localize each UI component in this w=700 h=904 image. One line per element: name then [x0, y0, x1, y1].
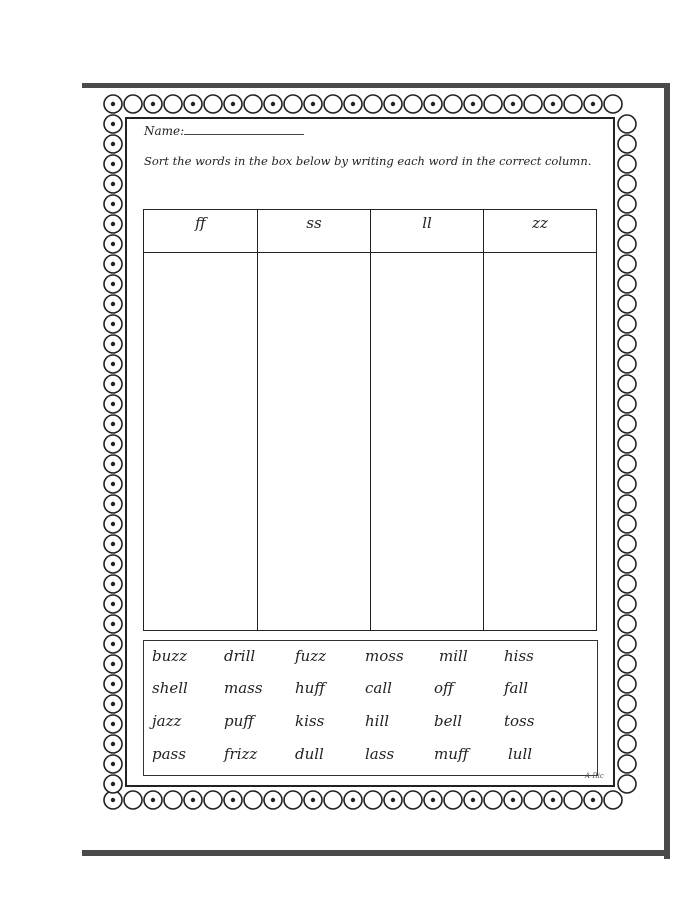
border-scallop	[618, 475, 636, 493]
border-dot	[111, 182, 115, 186]
border-scallop	[284, 791, 302, 809]
word-item: huff	[295, 679, 325, 697]
border-dot	[271, 798, 275, 802]
border-scallop	[618, 115, 636, 133]
border-dot	[111, 102, 115, 106]
border-dot	[111, 342, 115, 346]
word-item: kiss	[295, 712, 325, 730]
word-item: muff	[434, 745, 469, 763]
word-item: hill	[365, 712, 390, 730]
border-scallop	[618, 695, 636, 713]
border-scallop	[204, 791, 222, 809]
border-scallop	[618, 495, 636, 513]
border-scallop	[124, 95, 142, 113]
border-scallop	[364, 791, 382, 809]
border-dot	[111, 402, 115, 406]
name-underline	[184, 124, 304, 135]
border-scallop	[618, 735, 636, 753]
author-signature: A-Ric	[585, 772, 604, 780]
column-header-ll: ll	[371, 210, 484, 253]
border-dot	[151, 798, 155, 802]
border-dot	[111, 322, 115, 326]
border-scallop	[618, 535, 636, 553]
border-dot	[111, 162, 115, 166]
border-dot	[111, 302, 115, 306]
border-dot	[431, 798, 435, 802]
word-item: puff	[224, 712, 254, 730]
word-item: call	[365, 679, 392, 697]
border-dot	[311, 798, 315, 802]
border-dot	[111, 762, 115, 766]
border-scallop	[618, 415, 636, 433]
border-scallop	[324, 95, 342, 113]
border-scallop	[324, 791, 342, 809]
border-scallop	[564, 95, 582, 113]
border-scallop	[164, 95, 182, 113]
border-dot	[111, 742, 115, 746]
border-scallop	[618, 775, 636, 793]
border-dot	[591, 798, 595, 802]
border-scallop	[618, 175, 636, 193]
word-item: mill	[439, 647, 468, 665]
border-dot	[151, 102, 155, 106]
border-dot	[111, 562, 115, 566]
word-item: hiss	[504, 647, 534, 665]
border-scallop	[618, 715, 636, 733]
border-dot	[231, 798, 235, 802]
column-header-ss: ss	[258, 210, 371, 253]
border-dot	[511, 102, 515, 106]
border-scallop	[618, 635, 636, 653]
column-body-zz	[484, 253, 596, 630]
column-body-ss	[258, 253, 371, 630]
border-scallop	[618, 595, 636, 613]
border-dot	[111, 582, 115, 586]
border-scallop	[444, 95, 462, 113]
border-scallop	[604, 791, 622, 809]
column-body-ff	[144, 253, 258, 630]
border-scallop	[618, 215, 636, 233]
border-scallop	[618, 275, 636, 293]
border-scallop	[284, 95, 302, 113]
border-dot	[111, 282, 115, 286]
border-dot	[111, 522, 115, 526]
border-dot	[191, 798, 195, 802]
border-dot	[111, 622, 115, 626]
border-dot	[351, 798, 355, 802]
border-scallop	[564, 791, 582, 809]
word-item: dull	[295, 745, 324, 763]
border-scallop	[618, 135, 636, 153]
sort-table	[143, 209, 597, 631]
border-scallop	[444, 791, 462, 809]
border-dot	[551, 798, 555, 802]
border-scallop	[364, 95, 382, 113]
word-item: lull	[508, 745, 533, 763]
word-item: toss	[504, 712, 535, 730]
name-label: Name:	[144, 124, 185, 138]
name-field	[144, 124, 304, 138]
word-item: lass	[365, 745, 395, 763]
border-scallop	[618, 295, 636, 313]
border-scallop	[524, 95, 542, 113]
border-dot	[111, 642, 115, 646]
border-dot	[111, 222, 115, 226]
border-dot	[391, 798, 395, 802]
border-scallop	[618, 575, 636, 593]
word-item: mass	[224, 679, 263, 697]
border-scallop	[618, 335, 636, 353]
border-dot	[191, 102, 195, 106]
border-dot	[111, 202, 115, 206]
border-scallop	[404, 95, 422, 113]
border-scallop	[618, 515, 636, 533]
border-scallop	[618, 235, 636, 253]
border-dot	[111, 382, 115, 386]
border-scallop	[604, 95, 622, 113]
word-item: pass	[152, 745, 186, 763]
word-item: shell	[152, 679, 188, 697]
border-dot	[271, 102, 275, 106]
border-scallop	[618, 315, 636, 333]
border-dot	[111, 722, 115, 726]
border-scallop	[618, 675, 636, 693]
column-header-zz: zz	[484, 210, 596, 253]
border-scallop	[244, 95, 262, 113]
column-header-ff: ff	[144, 210, 258, 253]
border-dot	[111, 442, 115, 446]
border-scallop	[618, 155, 636, 173]
border-scallop	[204, 95, 222, 113]
border-dot	[551, 102, 555, 106]
column-body-ll	[371, 253, 484, 630]
border-dot	[111, 782, 115, 786]
border-dot	[351, 102, 355, 106]
word-item: drill	[224, 647, 256, 665]
border-dot	[111, 662, 115, 666]
border-scallop	[618, 355, 636, 373]
border-dot	[111, 262, 115, 266]
border-scallop	[484, 791, 502, 809]
border-dot	[111, 602, 115, 606]
word-item: fuzz	[295, 647, 327, 665]
word-item: bell	[434, 712, 463, 730]
border-dot	[471, 102, 475, 106]
border-scallop	[618, 195, 636, 213]
border-scallop	[618, 255, 636, 273]
border-dot	[111, 798, 115, 802]
border-dot	[511, 798, 515, 802]
border-scallop	[618, 755, 636, 773]
border-scallop	[618, 395, 636, 413]
border-dot	[111, 542, 115, 546]
border-scallop	[618, 655, 636, 673]
word-box	[143, 640, 598, 776]
word-item: jazz	[152, 712, 182, 730]
border-dot	[311, 102, 315, 106]
border-dot	[111, 682, 115, 686]
border-scallop	[164, 791, 182, 809]
word-item: buzz	[152, 647, 188, 665]
border-scallop	[618, 375, 636, 393]
border-dot	[231, 102, 235, 106]
border-dot	[111, 462, 115, 466]
border-scallop	[124, 791, 142, 809]
border-scallop	[244, 791, 262, 809]
border-scallop	[618, 615, 636, 633]
border-scallop	[484, 95, 502, 113]
word-item: fall	[504, 679, 529, 697]
border-scallop	[618, 435, 636, 453]
word-item: off	[434, 679, 454, 697]
border-scallop	[618, 455, 636, 473]
border-scallop	[404, 791, 422, 809]
border-scallop	[524, 791, 542, 809]
border-dot	[111, 142, 115, 146]
border-scallop	[618, 555, 636, 573]
border-dot	[471, 798, 475, 802]
border-dot	[111, 422, 115, 426]
border-dot	[591, 102, 595, 106]
border-dot	[391, 102, 395, 106]
instructions-text: Sort the words in the box below by writing each word in the correct column.	[144, 154, 592, 168]
border-dot	[431, 102, 435, 106]
border-dot	[111, 482, 115, 486]
border-dot	[111, 242, 115, 246]
border-dot	[111, 502, 115, 506]
word-item: moss	[365, 647, 404, 665]
border-dot	[111, 702, 115, 706]
border-dot	[111, 122, 115, 126]
border-dot	[111, 362, 115, 366]
word-item: frizz	[224, 745, 258, 763]
